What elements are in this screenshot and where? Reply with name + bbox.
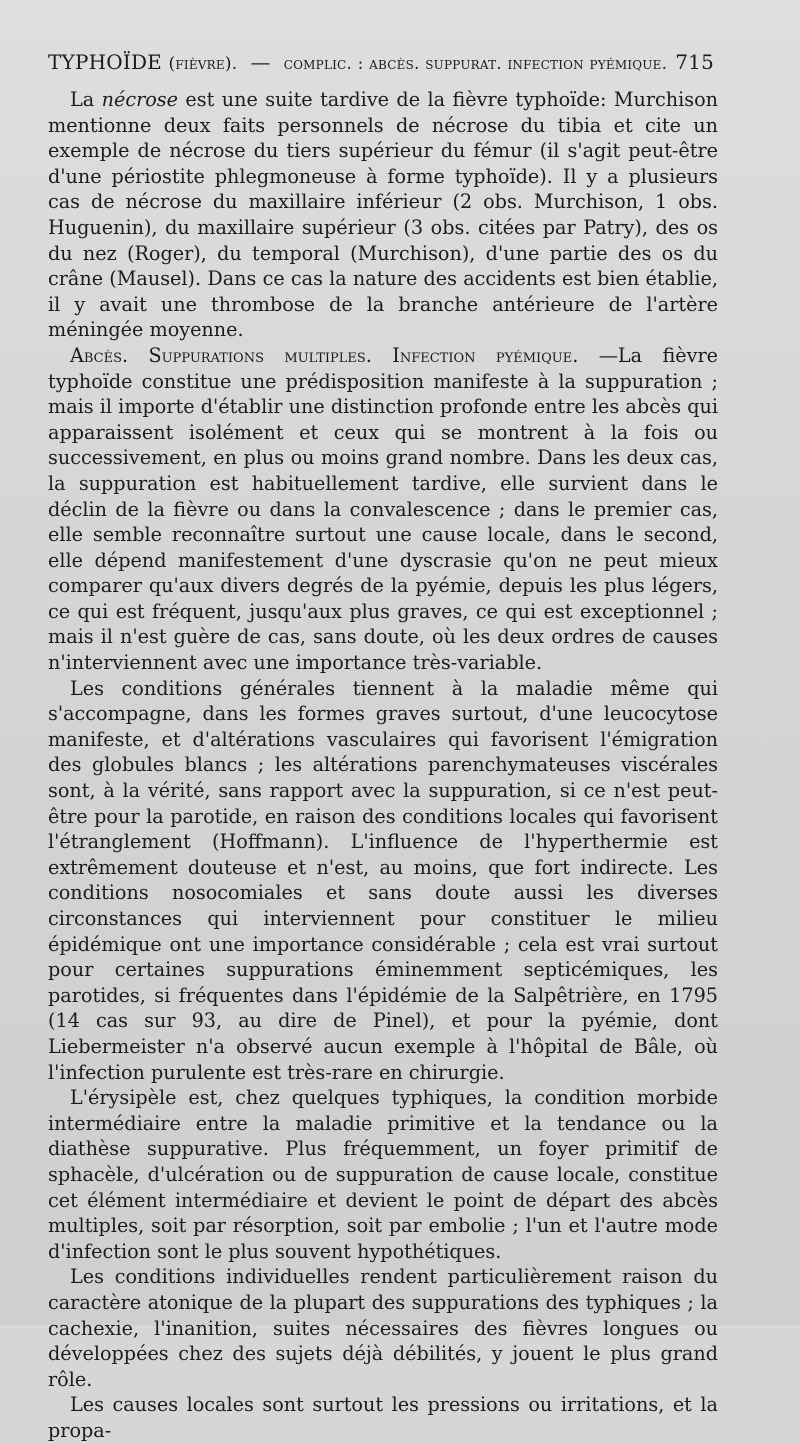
paragraph-abces: Abcès. Suppurations multiples. Infection pyémique. —La fièvre typhoïde constitue une prédisposition manifeste à la suppuration ; mais il importe d'établir une distinction profonde entre les abcès qui apparaissent isolément et ceux qui se montrent à la fois ou successivement, en plus ou moins grand nombre. Dans les deux cas, la suppuration est habituellement tardive, elle survient dans le déclin de la fièvre ou dans la convalescence ; dans le premier cas, elle semble reconnaître surtout une cause locale, dans le second, elle dépend manifestement d'une dyscrasie qu'on ne peut mieux comparer qu'aux divers degrés de la pyémie, depuis les plus légers, ce qui est fréquent, jusqu'aux plus graves, ce qui est exceptionnel ; mais il n'est guère de cas, sans doute, où les deux ordres de causes n'interviennent avec une importance très-variable. (48, 343, 718, 675)
running-section-title: complic. : abcès. suppurat. infection pyémique. (283, 54, 668, 74)
section-heading-abces: Abcès. Suppurations multiples. Infection pyémique. (70, 343, 579, 367)
paragraph-erysipele: L'érysipèle est, chez quelques typhiques, la condition morbide intermédiaire entre la maladie primitive et la tendance ou la diathèse suppurative. Plus fréquemment, un foyer primitif de sphacèle, d'ulcération ou de suppuration de cause locale, constitue cet élément intermédiaire et devient le point de départ des abcès multiples, soit par résorption, soit par embolie ; l'un et l'autre mode d'infection sont le plus souvent hypothétiques. (48, 1086, 718, 1263)
paragraph-conditions-generales: Les conditions générales tiennent à la maladie même qui s'accompagne, dans les formes graves surtout, d'une leucocytose manifeste, et d'altérations vasculaires qui favorisent l'émigration des globules blancs ; les altérations parenchymateuses viscérales sont, à la vérité, sans rapport avec la suppuration, si ce n'est peut-être pour la parotide, en raison des conditions locales qui favorisent l'étranglement (Hoffmann). L'influence de l'hyperthermie est extrêmement douteuse et n'est, au moins, que fort indirecte. Les conditions nosocomiales et sans doute aussi les diverses circonstances qui interviennent pour constituer le milieu épidémique ont une importance considérable ; cela est vrai surtout pour certaines suppurations éminemment septicémiques, les parotides, si fréquentes dans l'épidémie de la Salpêtrière, en 1795 (14 cas sur 93, au dire de Pinel), et pour la pyémie, dont Liebermeister n'a observé aucun exemple à l'hôpital de Bâle, où l'infection purulente est très-rare en chirurgie. (48, 676, 718, 1084)
term-necrose: nécrose (101, 88, 178, 111)
running-title-fever: (fièvre). (168, 54, 238, 74)
running-title-dash: — (250, 50, 271, 74)
running-title: TYPHOÏDE (48, 50, 162, 74)
running-header (48, 50, 714, 76)
page-number: 715 (675, 50, 714, 74)
paragraph-causes-locales: Les causes locales sont surtout les pressions ou irritations, et la propa- (48, 1393, 718, 1442)
paragraph-necrose: La nécrose est une suite tardive de la fièvre typhoïde: Murchison mentionne deux faits personnels de nécrose du tibia et cite un exemple de nécrose du tiers supérieur du fémur (il s'agit peut-être d'une périostite phlegmoneuse à forme typhoïde). Il y a plusieurs cas de nécrose du maxillaire inférieur (2 obs. Murchison, 1 obs. Huguenin), du maxillaire supérieur (3 obs. citées par Patry), des os du nez (Roger), du temporal (Murchison), d'une partie des os du crâne (Mausel). Dans ce cas la nature des accidents est bien établie, il y avait une thrombose de la branche antérieure de l'artère méningée moyenne. (48, 88, 719, 342)
body-text (48, 87, 718, 1443)
paragraph-conditions-individuelles: Les conditions individuelles rendent particulièrement raison du caractère atonique de la plupart des suppurations des typhiques ; la cachexie, l'inanition, suites nécessaires des fièvres longues ou développées chez des sujets déjà débilités, y jouent le plus grand rôle. (48, 1265, 718, 1391)
